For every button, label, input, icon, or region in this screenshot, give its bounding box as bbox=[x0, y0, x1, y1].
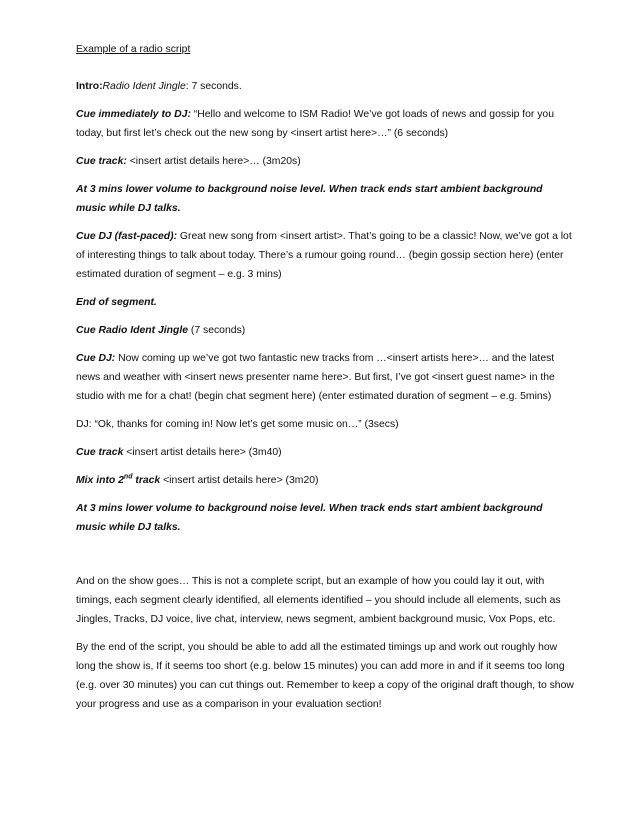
cue-track-text-2: <insert artist details here> (3m40) bbox=[123, 447, 282, 458]
cue-track-line-2 bbox=[76, 443, 574, 462]
intro-label: Intro: bbox=[76, 81, 103, 92]
cue-dj-immediate-text: “Hello and welcome to ISM Radio! We’ve got loads of news and gossip for you today, but first let’s check out the new song by <insert artist here>…” (6 seconds) bbox=[76, 109, 554, 139]
document-body bbox=[76, 40, 574, 723]
cue-track-text-1: <insert artist details here>… (3m20s) bbox=[126, 156, 301, 167]
intro-line bbox=[76, 77, 574, 96]
cue-dj-immediate-line bbox=[76, 105, 574, 143]
mix-text: <insert artist details here> (3m20) bbox=[160, 475, 319, 486]
intro-ident: Radio Ident Jingle bbox=[102, 81, 186, 92]
mix-label-b: track bbox=[132, 475, 161, 486]
cue-ident-line bbox=[76, 321, 574, 340]
cue-dj-immediate-label: Cue immediately to DJ: bbox=[76, 109, 191, 120]
cue-dj-text: Now coming up we’ve got two fantastic new tracks from …<insert artists here>… and the latest news and weather with <insert news presenter name here>. But first, I’ve got <insert guest name> in the studio with me for a chat! (begin chat segment here) (enter estimated duration of segment – e.g. 5mins) bbox=[76, 353, 555, 402]
cue-ident-text: (7 seconds) bbox=[188, 325, 246, 336]
cue-track-line-1 bbox=[76, 152, 574, 171]
cue-dj-label: Cue DJ: bbox=[76, 353, 116, 364]
paragraph-closing-2: By the end of the script, you should be able to add all the estimated timings up and work out roughly how long the show is, If it seems too short (e.g. below 15 minutes) you can add more in and if it seems too long (e.g. over 30 minutes) you can cut things out. Remember to keep a copy of the original draft though, to show your progress and use as a comparison in your evaluation section! bbox=[76, 642, 574, 710]
cue-dj-line bbox=[76, 349, 574, 406]
paragraph-closing-1: And on the show goes… This is not a complete script, but an example of how you could lay it out, with timings, each segment clearly identified, all elements identified – you should include all elements, such as Jingles, Tracks, DJ voice, live chat, interview, news segment, ambient background music, Vox Pops, etc. bbox=[76, 576, 561, 625]
intro-rest: : 7 seconds. bbox=[185, 81, 242, 92]
paragraph-gap bbox=[76, 546, 574, 572]
cue-dj-fast-text: Great new song from <insert artist>. That’s going to be a classic! Now, we’ve got a lot of interesting things to talk about today. There’s a rumour going round… (begin gossip section here) (enter estimated duration of segment – e.g. 3 mins) bbox=[76, 231, 572, 280]
fade-instruction-2: At 3 mins lower volume to background noise level. When track ends start ambient background music while DJ talks. bbox=[76, 503, 543, 533]
mix-line bbox=[76, 471, 574, 490]
cue-dj-fast-label: Cue DJ (fast-paced): bbox=[76, 231, 178, 242]
mix-label-sup: nd bbox=[123, 473, 133, 481]
cue-track-label-1: Cue track: bbox=[76, 156, 127, 167]
fade-instruction-1: At 3 mins lower volume to background noise level. When track ends start ambient background music while DJ talks. bbox=[76, 184, 543, 214]
cue-track-label-2: Cue track bbox=[76, 447, 124, 458]
document-title: Example of a radio script bbox=[76, 44, 191, 55]
dj-line: DJ: “Ok, thanks for coming in! Now let’s get some music on…” (3secs) bbox=[76, 419, 399, 430]
mix-label bbox=[76, 475, 160, 486]
cue-dj-fast-line bbox=[76, 227, 574, 284]
end-of-segment: End of segment. bbox=[76, 297, 157, 308]
mix-label-a: Mix into 2 bbox=[76, 475, 124, 486]
cue-ident-label: Cue Radio Ident Jingle bbox=[76, 325, 188, 336]
